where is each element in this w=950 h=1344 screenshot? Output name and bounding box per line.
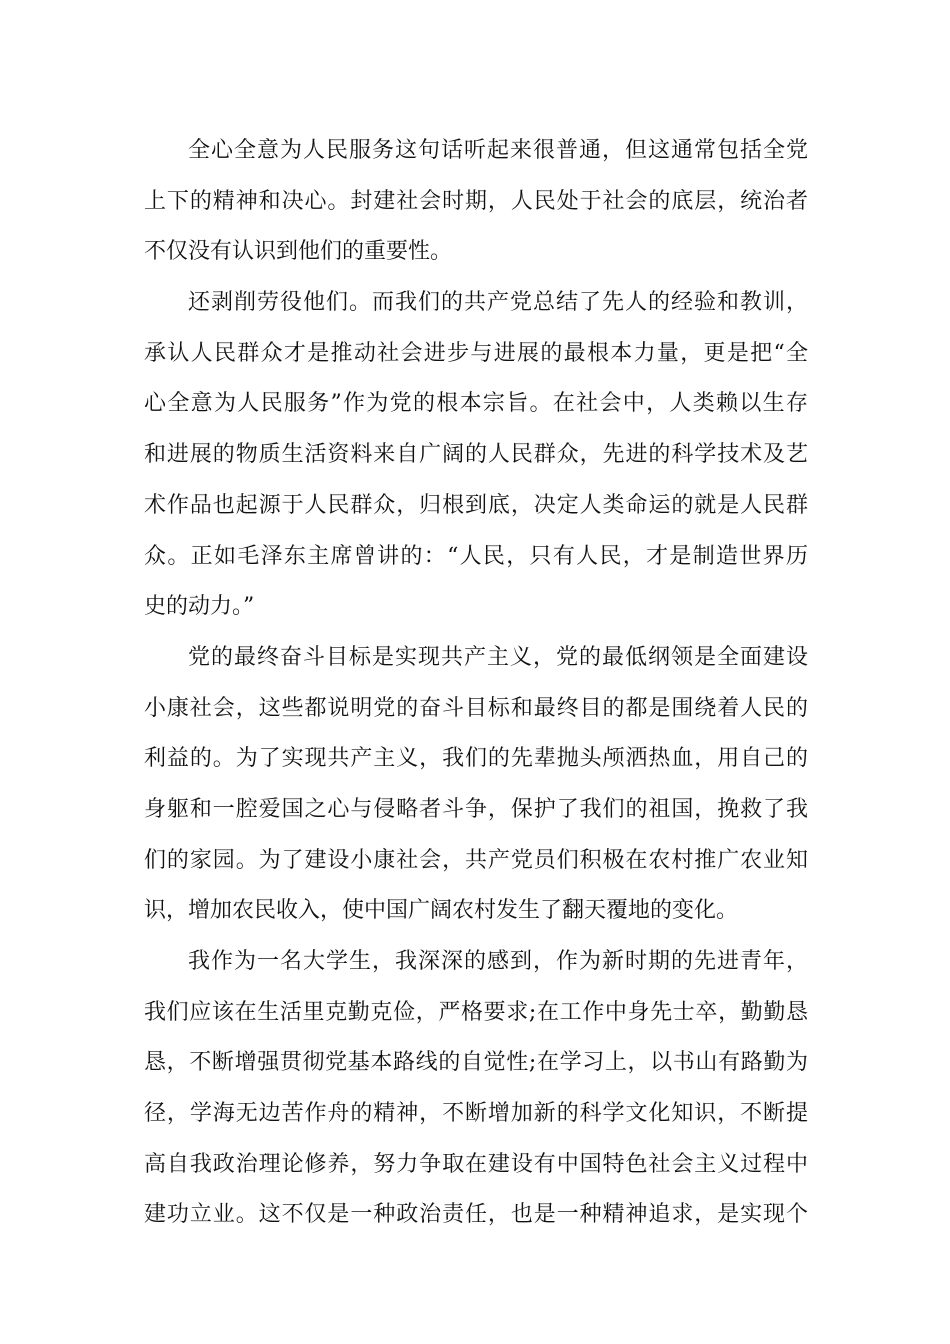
text-line: 心全意为人民服务”作为党的根本宗旨。在社会中，人类赖以生存 (144, 391, 808, 417)
text-line: 还剥削劳役他们。而我们的共产党总结了先人的经验和教训， (188, 290, 808, 316)
text-line: 和进展的物质生活资料来自广阔的人民群众，先进的科学技术及艺 (144, 442, 808, 468)
text-line: 史的动力。” (144, 594, 255, 620)
text-line: 我作为一名大学生，我深深的感到，作为新时期的先进青年， (188, 949, 808, 974)
paragraph-2 (144, 278, 808, 633)
paragraph-4 (144, 937, 808, 1241)
text-line: 恳，不断增强贯彻党基本路线的自觉性;在学习上，以书山有路勤为 (144, 1050, 808, 1076)
paragraph-3 (144, 633, 808, 937)
text-line: 利益的。为了实现共产主义，我们的先辈抛头颅洒热血，用自己的 (144, 746, 808, 772)
text-line: 党的最终奋斗目标是实现共产主义，党的最低纲领是全面建设 (188, 644, 808, 670)
text-line: 小康社会，这些都说明党的奋斗目标和最终目的都是围绕着人民的 (144, 695, 808, 721)
text-line: 上下的精神和决心。封建社会时期，人民处于社会的底层，统治者 (144, 188, 808, 214)
text-line: 径，学海无边苦作舟的精神，不断增加新的科学文化知识，不断提 (144, 1101, 808, 1127)
text-line: 承认人民群众才是推动社会进步与进展的最根本力量，更是把“全 (144, 340, 808, 366)
text-line: 们的家园。为了建设小康社会，共产党员们积极在农村推广农业知 (144, 847, 808, 873)
text-line: 识，增加农民收入，使中国广阔农村发生了翻天覆地的变化。 (144, 898, 739, 924)
text-line: 身躯和一腔爱国之心与侵略者斗争，保护了我们的祖国，挽救了我 (144, 796, 808, 822)
text-line: 术作品也起源于人民群众，归根到底，决定人类命运的就是人民群 (144, 492, 808, 518)
text-line: 不仅没有认识到他们的重要性。 (144, 239, 453, 265)
text-line: 高自我政治理论修养，努力争取在建设有中国特色社会主义过程中 (144, 1151, 808, 1177)
text-line: 建功立业。这不仅是一种政治责任，也是一种精神追求，是实现个 (144, 1202, 808, 1228)
text-line: 众。正如毛泽东主席曾讲的：“人民，只有人民，才是制造世界历 (144, 543, 808, 569)
paragraph-1 (144, 126, 808, 278)
text-line: 全心全意为人民服务这句话听起来很普通，但这通常包括全党 (188, 138, 808, 163)
text-line: 我们应该在生活里克勤克俭，严格要求;在工作中身先士卒，勤勤恳 (144, 999, 808, 1025)
document-page (144, 126, 808, 1241)
